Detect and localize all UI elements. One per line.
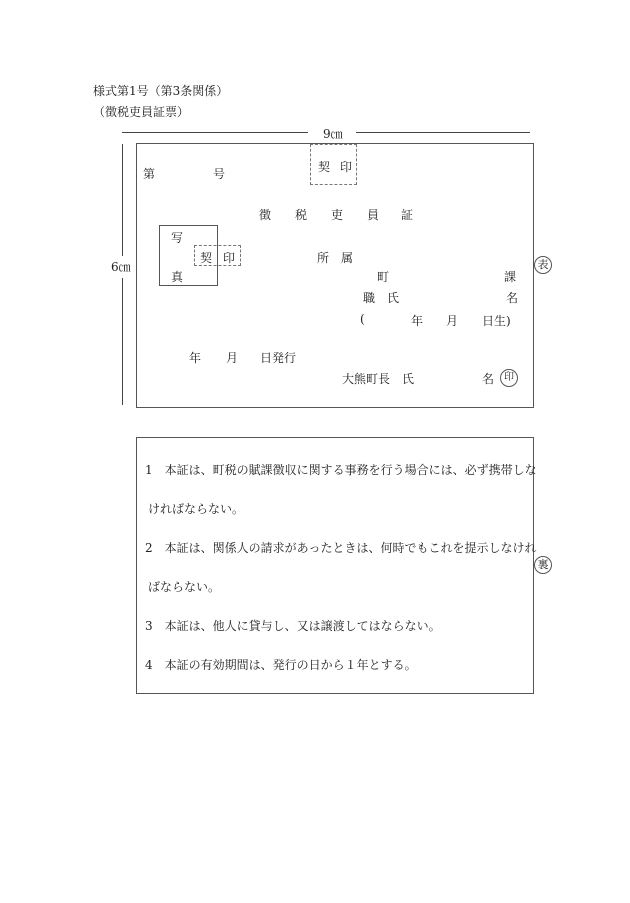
issuer-label: 大熊町長 氏 (342, 372, 415, 386)
back-item-3-number: 3 (145, 619, 153, 633)
birth-month: 月 (446, 314, 459, 328)
seal-char-1: 契 (318, 160, 331, 174)
affiliation-label: 所 属 (317, 251, 354, 265)
back-item-1-line-1 (145, 461, 537, 478)
number-suffix: 号 (213, 167, 226, 181)
issue-year: 年 (189, 351, 202, 365)
back-item-3 (145, 617, 441, 634)
back-item-4 (145, 656, 417, 673)
back-item-2-line-1 (145, 539, 537, 556)
width-dimension-label: 9㎝ (323, 127, 343, 141)
title-char-4: 員 (367, 208, 380, 222)
form-number: 様式第1号（第3条関係） (93, 84, 229, 98)
back-item-1-line-2: ければならない。 (148, 502, 245, 516)
photo-seal-char-1: 契 (200, 251, 213, 265)
back-item-4-text: 本証の有効期間は、発行の日から１年とする。 (164, 658, 417, 672)
birth-year: 年 (411, 314, 424, 328)
back-item-4-number: 4 (145, 658, 153, 672)
section-label: 課 (504, 270, 517, 284)
seal-char-2: 印 (340, 160, 353, 174)
width-dimension-line-right (356, 132, 530, 133)
issue-day: 日発行 (260, 351, 297, 365)
width-dimension-line-left (122, 132, 308, 133)
title-char-3: 吏 (331, 208, 344, 222)
back-item-3-text: 本証は、他人に貸与し、又は譲渡してはならない。 (164, 619, 441, 633)
photo-char-1: 写 (171, 231, 184, 245)
height-dimension-line-bottom (122, 278, 123, 405)
back-item-1-number: 1 (145, 463, 153, 477)
issue-month: 月 (226, 351, 239, 365)
issuer-seal-mark: 印 (500, 369, 518, 387)
back-item-1-text: 本証は、町税の賦課徴収に関する事務を行う場合には、必ず携帯しな (164, 463, 537, 477)
title-char-2: 税 (295, 208, 308, 222)
town-label: 町 (377, 270, 390, 284)
form-subtitle: （徴税吏員証票） (93, 105, 190, 119)
back-side-mark: 裏 (534, 556, 552, 574)
back-item-2-text: 本証は、関係人の請求があったときは、何時でもこれを提示しなけれ (164, 541, 537, 555)
birth-day: 日生) (482, 314, 511, 328)
number-prefix: 第 (143, 167, 156, 181)
birth-open: ( (360, 312, 365, 326)
back-item-2-line-2: ばならない。 (148, 580, 221, 594)
title-char-5: 証 (401, 208, 414, 222)
position-label: 職 氏 (363, 291, 400, 305)
name-label: 名 (506, 291, 519, 305)
title-char-1: 徴 (259, 208, 272, 222)
issuer-name-label: 名 (482, 372, 495, 386)
back-item-2-number: 2 (145, 541, 153, 555)
height-dimension-label: 6㎝ (111, 260, 131, 274)
front-side-mark: 表 (534, 256, 552, 274)
photo-char-2: 真 (171, 270, 184, 284)
photo-seal-char-2: 印 (223, 251, 236, 265)
height-dimension-line-top (122, 144, 123, 256)
